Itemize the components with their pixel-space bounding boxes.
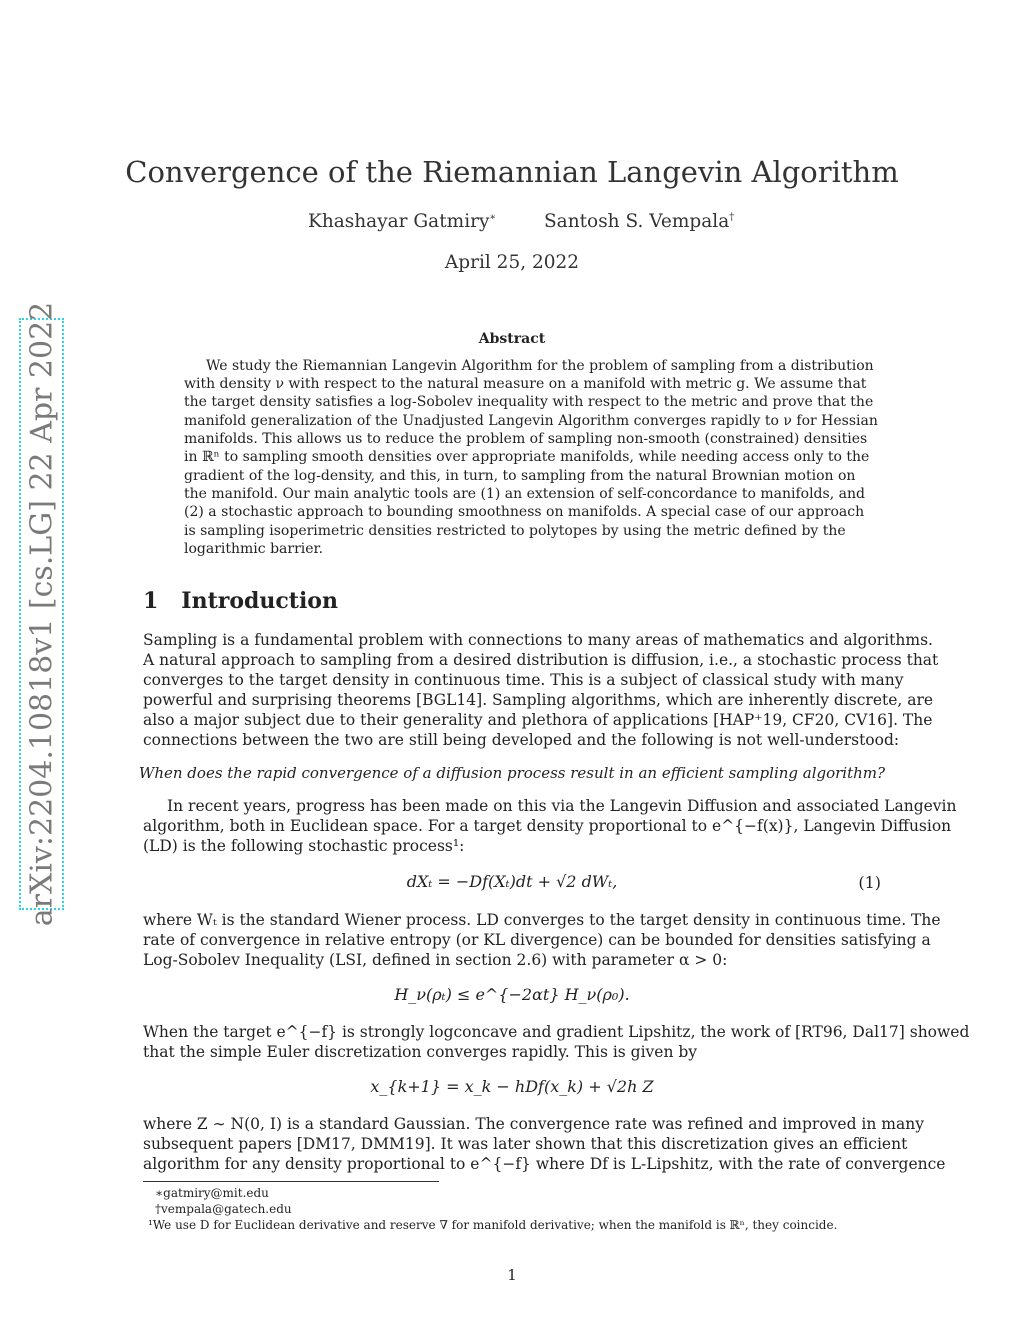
equation-1: dXₜ = −Df(Xₜ)dt + √2 dWₜ, bbox=[406, 872, 618, 891]
body-line: that the simple Euler discretization converges rapidly. This is given by bbox=[143, 1043, 698, 1061]
abstract-line: the target density satisfies a log-Sobolev inequality with respect to the metric and prove that the bbox=[184, 394, 874, 410]
body-line: also a major subject due to their generality and plethora of applications [HAP⁺19, CF20, CV16]. The bbox=[143, 711, 933, 729]
page-number: 1 bbox=[507, 1266, 517, 1284]
body-line: where Wₜ is the standard Wiener process. LD converges to the target density in continuous time. The bbox=[143, 911, 941, 929]
abstract-line: (2) a stochastic approach to bounding smoothness on manifolds. A special case of our approach bbox=[184, 504, 865, 520]
abstract-line: is sampling isoperimetric densities restricted to polytopes by using the metric defined by the bbox=[184, 523, 846, 539]
body-line: where Z ∼ N(0, I) is a standard Gaussian. The convergence rate was refined and improved in many bbox=[143, 1115, 924, 1133]
abstract-line: logarithmic barrier. bbox=[184, 541, 324, 557]
footnote-1: ∗gatmiry@mit.edu bbox=[155, 1186, 269, 1200]
paper-date: April 25, 2022 bbox=[444, 252, 580, 273]
abstract-line: manifold generalization of the Unadjusted Langevin Algorithm converges rapidly to ν for Hessian bbox=[184, 413, 878, 429]
body-line: connections between the two are still being developed and the following is not well-understood: bbox=[143, 731, 900, 749]
abstract-line: gradient of the log-density, and this, in turn, to sampling from the natural Brownian motion on bbox=[184, 468, 856, 484]
body-line: Sampling is a fundamental problem with connections to many areas of mathematics and algorithms. bbox=[143, 631, 933, 649]
equation-3: x_{k+1} = x_k − hDf(x_k) + √2h Z bbox=[370, 1077, 654, 1096]
body-line: algorithm, both in Euclidean space. For a target density proportional to e^{−f(x)}, Langevin Diffusion bbox=[143, 817, 952, 835]
equation-2: H_ν(ρₜ) ≤ e^{−2αt} H_ν(ρ₀). bbox=[394, 985, 630, 1004]
body-line: (LD) is the following stochastic process¹: bbox=[143, 837, 465, 855]
body-line: powerful and surprising theorems [BGL14]. Sampling algorithms, which are inherently discrete, are bbox=[143, 691, 934, 709]
paper-title: Convergence of the Riemannian Langevin Algorithm bbox=[125, 155, 899, 189]
body-line: In recent years, progress has been made on this via the Langevin Diffusion and associated Langevin bbox=[167, 797, 957, 815]
footnote-3: ¹We use D for Euclidean derivative and reserve ∇ for manifold derivative; when the manifold is ℝⁿ, they coincide. bbox=[148, 1218, 838, 1232]
abstract-line: We study the Riemannian Langevin Algorithm for the problem of sampling from a distribution bbox=[206, 358, 874, 374]
body-line: Log-Sobolev Inequality (LSI, defined in section 2.6) with parameter α > 0: bbox=[143, 951, 728, 969]
body-line: When the target e^{−f} is strongly logconcave and gradient Lipshitz, the work of [RT96, Dal17] showed bbox=[143, 1023, 970, 1041]
body-line: rate of convergence in relative entropy (or KL divergence) can be bounded for densities satisfying a bbox=[143, 931, 931, 949]
abstract-line: manifolds. This allows us to reduce the problem of sampling non-smooth (constrained) densities bbox=[184, 431, 868, 447]
arxiv-id: arXiv:2204.10818v1 [cs.LG] 22 Apr 2022 bbox=[24, 301, 59, 927]
footnote-rule bbox=[143, 1181, 439, 1182]
abstract-heading: Abstract bbox=[478, 331, 546, 347]
author-2: Santosh S. Vempala† bbox=[544, 211, 735, 232]
research-question: When does the rapid convergence of a diffusion process result in an efficient sampling algorithm? bbox=[138, 764, 886, 782]
abstract-line: in ℝⁿ to sampling smooth densities over appropriate manifolds, while needing access only to the bbox=[184, 449, 870, 465]
body-line: converges to the target density in continuous time. This is a subject of classical study with many bbox=[143, 671, 904, 689]
body-line: subsequent papers [DM17, DMM19]. It was later shown that this discretization gives an efficient bbox=[143, 1135, 908, 1153]
section-heading: 1 Introduction bbox=[143, 588, 338, 614]
equation-1-number: (1) bbox=[858, 873, 881, 892]
arxiv-stamp bbox=[19, 301, 64, 927]
body-line: algorithm for any density proportional to e^{−f} where Df is L-Lipshitz, with the rate of convergence bbox=[143, 1155, 946, 1173]
author-1: Khashayar Gatmiry∗ bbox=[308, 211, 497, 232]
abstract-line: with density ν with respect to the natural measure on a manifold with metric g. We assume that bbox=[184, 376, 867, 392]
footnote-2: †vempala@gatech.edu bbox=[155, 1202, 292, 1216]
abstract-line: the manifold. Our main analytic tools are (1) an extension of self-concordance to manifolds, and bbox=[184, 486, 865, 502]
body-line: A natural approach to sampling from a desired distribution is diffusion, i.e., a stochastic process that bbox=[143, 651, 939, 669]
